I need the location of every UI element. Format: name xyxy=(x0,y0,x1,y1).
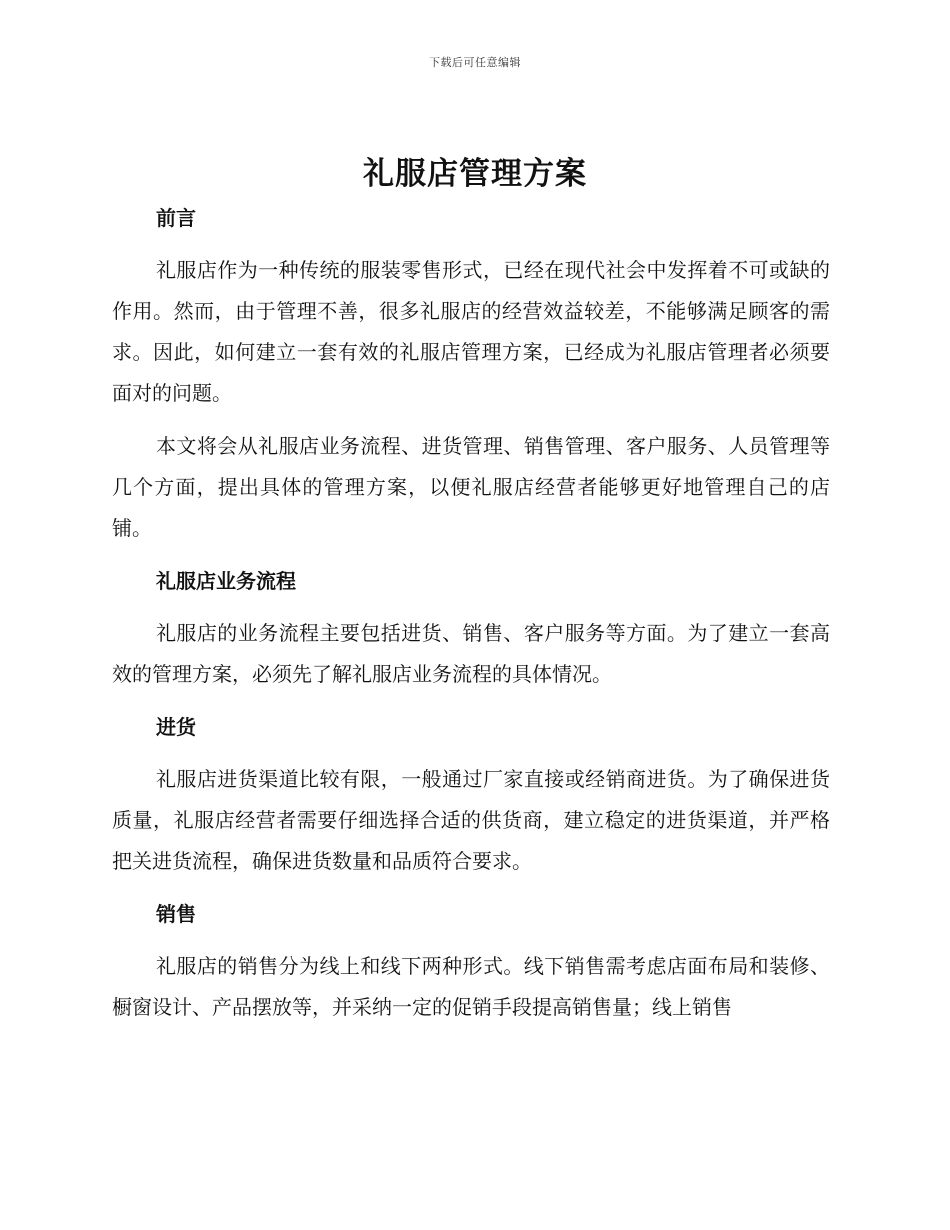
document-body xyxy=(112,198,830,1040)
section-purchasing xyxy=(112,707,830,882)
paragraph: 礼服店的销售分为线上和线下两种形式。线下销售需考虑店面布局和装修、橱窗设计、产品摆放等，并采纳一定的促销手段提高销售量；线上销售 xyxy=(112,954,830,1019)
paragraph: 礼服店的业务流程主要包括进货、销售、客户服务等方面。为了建立一套高效的管理方案，必须先了解礼服店业务流程的具体情况。 xyxy=(112,621,830,686)
section-heading: 礼服店业务流程 xyxy=(156,569,296,593)
page-header-note: 下载后可任意编辑 xyxy=(429,56,521,69)
section-heading: 进货 xyxy=(156,715,196,739)
paragraph: 礼服店进货渠道比较有限，一般通过厂家直接或经销商进货。为了确保进货质量，礼服店经营者需要仔细选择合适的供货商，建立稳定的进货渠道，并严格把关进货流程，确保进货数量和品质符合要求。 xyxy=(112,767,830,873)
section-heading: 前言 xyxy=(156,206,196,230)
paragraph: 礼服店作为一种传统的服装零售形式，已经在现代社会中发挥着不可或缺的作用。然而，由于管理不善，很多礼服店的经营效益较差，不能够满足顾客的需求。因此，如何建立一套有效的礼服店管理方案，已经成为礼服店管理者必须要面对的问题。 xyxy=(112,258,830,405)
section-preface xyxy=(112,198,830,549)
section-sales xyxy=(112,894,830,1028)
section-business-process xyxy=(112,561,830,695)
document-title: 礼服店管理方案 xyxy=(363,156,587,192)
section-heading: 销售 xyxy=(156,902,196,926)
paragraph: 本文将会从礼服店业务流程、进货管理、销售管理、客户服务、人员管理等几个方面，提出具体的管理方案，以便礼服店经营者能够更好地管理自己的店铺。 xyxy=(112,434,830,540)
